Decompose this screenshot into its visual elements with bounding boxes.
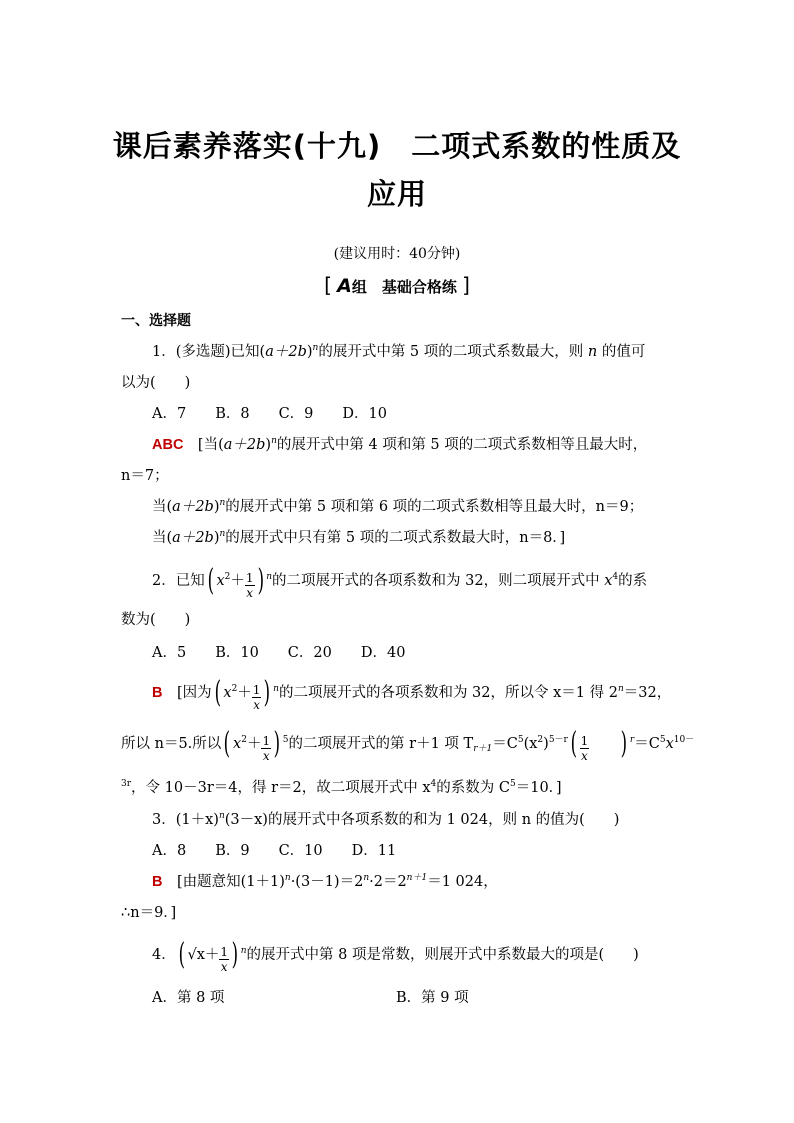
section-heading: 一、选择题 bbox=[121, 313, 191, 329]
answer-1-line4: 当$(a+2b)^n$的展开式中只有第 5 项的二项式系数最大时，n＝8．] bbox=[152, 529, 566, 546]
question-1-line2: 以为( ) bbox=[121, 375, 191, 391]
question-3-options: A．8 B．9 C．10 D．11 bbox=[152, 843, 397, 859]
answer-1-line2: n＝7； bbox=[121, 468, 169, 484]
question-2-line2: 数为( ) bbox=[121, 612, 191, 628]
question-1: 1．(多选题)已知$(a+2b)^n$的展开式中第 5 项的二项式系数最大，则 n 的值可 bbox=[152, 343, 646, 360]
time-note: (建议用时：40分钟) bbox=[333, 246, 461, 262]
answer-3: B [由题意知$(1+1)^n\cdot(3-1)=2^n\cdot 2=2^{n+1}=1$ 024， bbox=[152, 873, 498, 890]
answer-1-line3: 当$(a+2b)^n$的展开式中第 5 项和第 6 项的二项式系数相等且最大时，n＝9； bbox=[152, 498, 644, 515]
group-heading: [ A组 基础合格练 ] bbox=[324, 273, 470, 297]
answer-1: ABC [当$(a+2b)^n$的展开式中第 4 项和第 5 项的二项式系数相等且最大时， bbox=[152, 436, 648, 453]
question-2-options: A．5 B．10 C．20 D．40 bbox=[152, 645, 406, 661]
page-title-line2: 应用 bbox=[366, 177, 427, 211]
question-4: 4．( √x＋ $\frac{1}{x}$ ) $^n$的展开式中第 8 项是常数，则展开式中系数最大的项是( ) bbox=[152, 937, 639, 974]
question-3: 3．$(1+x)^n(3-x)$的展开式中各项系数的和为 1 024，则 n 的值为( ) bbox=[152, 811, 620, 828]
answer-2: B [因为( $x^2+$ $\frac{1}{x}$ ) $^n$的二项展开式的各项系数和为 32，所以令 x＝1 得 $2^n=32$， bbox=[152, 675, 672, 712]
question-2: 2．已知( $x^2+$ $\frac{1}{x}$ ) $^n$的二项展开式的各项系数和为 32，则二项展开式中 $x^4$的系 bbox=[152, 563, 648, 600]
question-1-options: A．7 B．8 C．9 D．10 bbox=[152, 406, 387, 422]
question-4-option-b: B．第 9 项 bbox=[396, 990, 469, 1006]
question-4-option-a: A．第 8 项 bbox=[152, 990, 225, 1006]
answer-3-line2: ∴n＝9．] bbox=[121, 905, 177, 921]
answer-2-line2: 所以 n＝5.所以( $x^2+$ $\frac{1}{x}$ ) $^5$的二项展开式的第 r＋1 项 $T_{r+1}=C^5(x^2)^{5-r}$( $\frac{1}{x}$ ) $^r=C^5x^{10-}$ bbox=[121, 726, 695, 763]
page-title: 课后素养落实(十九) 二项式系数的性质及 bbox=[112, 129, 682, 163]
answer-2-line3: $^{3r}$，令 10－3r＝4，得 r＝2，故二项展开式中 $x^4$的系数为 $C^5=10$．] bbox=[121, 779, 562, 796]
